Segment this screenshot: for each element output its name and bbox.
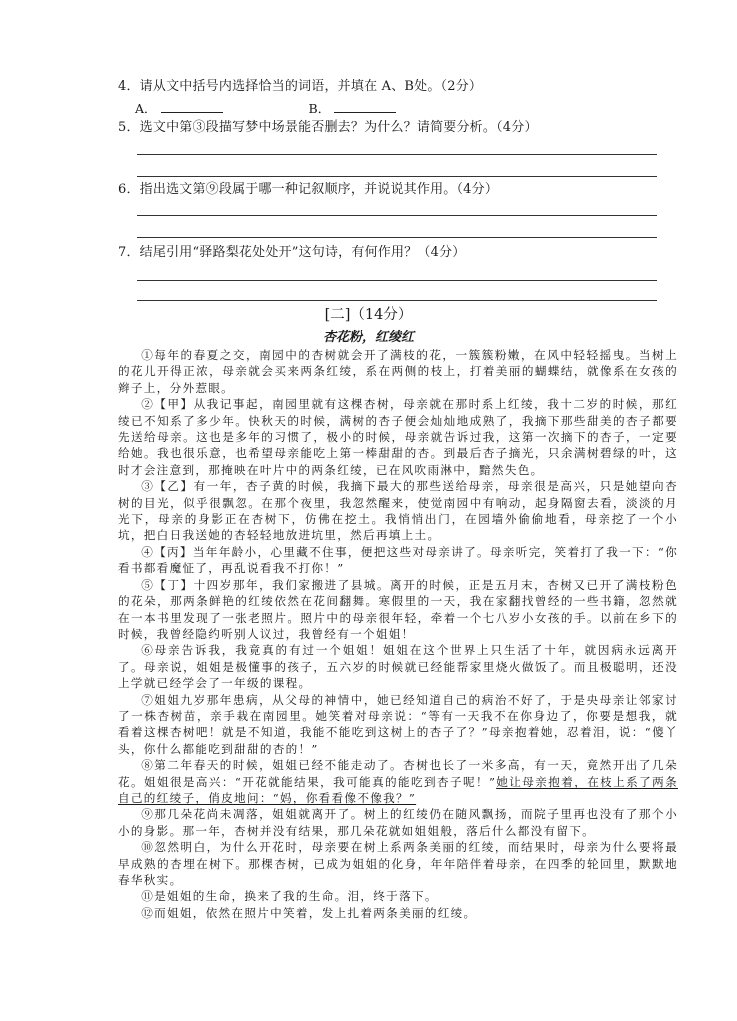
paragraph-11: ⑪是姐姐的生命，换来了我的生命。泪，终于落下。 (141, 889, 438, 904)
underlined-sentence: 她让母亲抱着，在枝上系了两条自己的红绫子，俏皮地问：“妈，你看看像不像我？” (118, 774, 679, 805)
paragraph-8-text: ⑧第二年春天的时候，姐姐已经不能走动了。杏树也长了一米多高，有一天，竟然开出了几朵花。姐姐很是高兴：“开花就能结果，我可能真的能吃到杏子呢！” (118, 758, 678, 789)
blank-b[interactable] (309, 100, 397, 117)
essay-title: 杏花粉，红绫红 (322, 330, 414, 345)
answer-line[interactable] (137, 237, 657, 238)
paragraph-2: ②【甲】从我记事起，南园里就有这棵杏树，母亲就在那时系上红绫，我十二岁的时候，那红绫已不知系了多少年。快秋天的时候，满树的杏子便会灿灿地成熟了，我摘下那些甜美的杏子都要先送给母亲。这也是多年的习惯了，极小的时候，母亲就告诉过我，这第一次摘下的杏子，一定要给她。我也很乐意，也希望母亲能吃上第一棒甜甜的杏。到最后杏子摘光，只余满树碧绿的叶，这时才会注意到，那掩映在叶片中的两条红绫，已在风吹雨淋中，黯然失色。 (118, 397, 678, 477)
question-4: 4．请从文中括号内选择恰当的词语，并填在 A、B处。（2分） (118, 79, 483, 94)
blank-a-underline (161, 100, 223, 113)
essay-body (118, 347, 678, 921)
paragraph-7: ⑦姐姐九岁那年患病，从父母的神情中，她已经知道自己的病治不好了，于是央母亲让邻家讨了一株杏树苗，亲手栽在南园里。她笑着对母亲说：“等有一天我不在你身边了，你要是想我，就看着这棵杏树吧！就是不知道，我能不能吃到这树上的杏子了？”母亲抱着她，忍着泪，说：“傻丫头，你什么都能吃到甜甜的杏的！” (118, 692, 678, 756)
blank-b-label: B． (308, 101, 331, 116)
answer-line[interactable] (137, 154, 657, 155)
question-7: 7．结尾引用“驿路梨花处处开”这句诗，有何作用？（4分） (118, 245, 466, 260)
answer-line[interactable] (137, 280, 657, 281)
paragraph-3: ③【乙】有一年，杏子黄的时候，我摘下最大的那些送给母亲，母亲很是高兴，只是她望向杏树的目光，似乎很飘忽。在那个夜里，我忽然醒来，使觉南园中有响动，起身隔窗去看，淡淡的月光下，母亲的身影正在杏树下，仿佛在挖土。我悄悄出门，在园墙外偷偷地看，母亲挖了一个小坑，把白日我送她的杏轻轻地放进坑里，然后再填上土。 (118, 479, 678, 543)
answer-line[interactable] (137, 215, 657, 216)
paragraph-4: ④【丙】当年年龄小，心里藏不住事，便把这些对母亲讲了。母亲听完，笑着打了我一下：“你看书都看魔怔了，再乱说看我不打你！” (118, 544, 678, 576)
blank-a-label: A． (135, 101, 157, 116)
blank-a[interactable] (135, 100, 223, 117)
question-5: 5．选文中第③段描写梦中场景能否删去？为什么？请简要分析。（4分） (118, 120, 538, 135)
paragraph-10: ⑩忽然明白，为什么开花时，母亲要在树上系两条美丽的红绫，而结果时，母亲为什么要将最早成熟的杏埋在树下。那棵杏树，已成为姐姐的化身，年年陪伴着母亲，在四季的轮回里，默默地春华秋实。 (118, 840, 678, 887)
section-heading: [二]（14分） (324, 307, 413, 323)
question-6: 6．指出选文第⑨段属于哪一种记叙顺序，并说说其作用。（4分） (118, 182, 499, 197)
answer-line[interactable] (137, 176, 657, 177)
answer-line[interactable] (137, 300, 657, 301)
question-4-blanks (135, 100, 396, 117)
paragraph-5: ⑤【丁】十四岁那年，我们家搬进了县城。离开的时候，正是五月末，杏树又已开了满枝粉色的花朵，那两条鲜艳的红绫依然在花间翻舞。寒假里的一天，我在家翻找曾经的一些书籍，忽然就在一本书里发现了一张老照片。照片中的母亲很年轻，牵着一个七八岁小女孩的手。以前在乡下的时候，我曾经隐约听别人议过，我曾经有一个姐姐！ (118, 577, 678, 641)
paragraph-6: ⑥母亲告诉我，我竟真的有过一个姐姐！姐姐在这个世界上只生活了十年，就因病永远离开了。母亲说，姐姐是极懂事的孩子，五六岁的时候就已经能帮家里烧火做饭了。而且极聪明，还没上学就已经学会了一年级的课程。 (118, 643, 678, 691)
paragraph-9: ⑨那几朵花尚未凋落，姐姐就离开了。树上的红绫仍在随风飘扬，而院子里再也没有了那个小小的身影。那一年，杏树并没有结果，那几朵花就如姐姐般，落后什么都没有留下。 (118, 807, 678, 838)
paragraph-1: ①每年的春夏之交，南园中的杏树就会开了满枝的花，一簇簇粉嫩，在风中轻轻摇曳。当树上的花儿开得正浓，母亲就会买来两条红绫，系在两侧的枝上，打着美丽的蝴蝶结，就像系在女孩的辫子上，分外惹眼。 (118, 348, 678, 395)
paragraph-8 (118, 757, 678, 806)
paragraph-12: ⑫而姐姐，依然在照片中笑着，发上扎着两条美丽的红绫。 (141, 905, 477, 920)
blank-b-underline (334, 100, 396, 113)
